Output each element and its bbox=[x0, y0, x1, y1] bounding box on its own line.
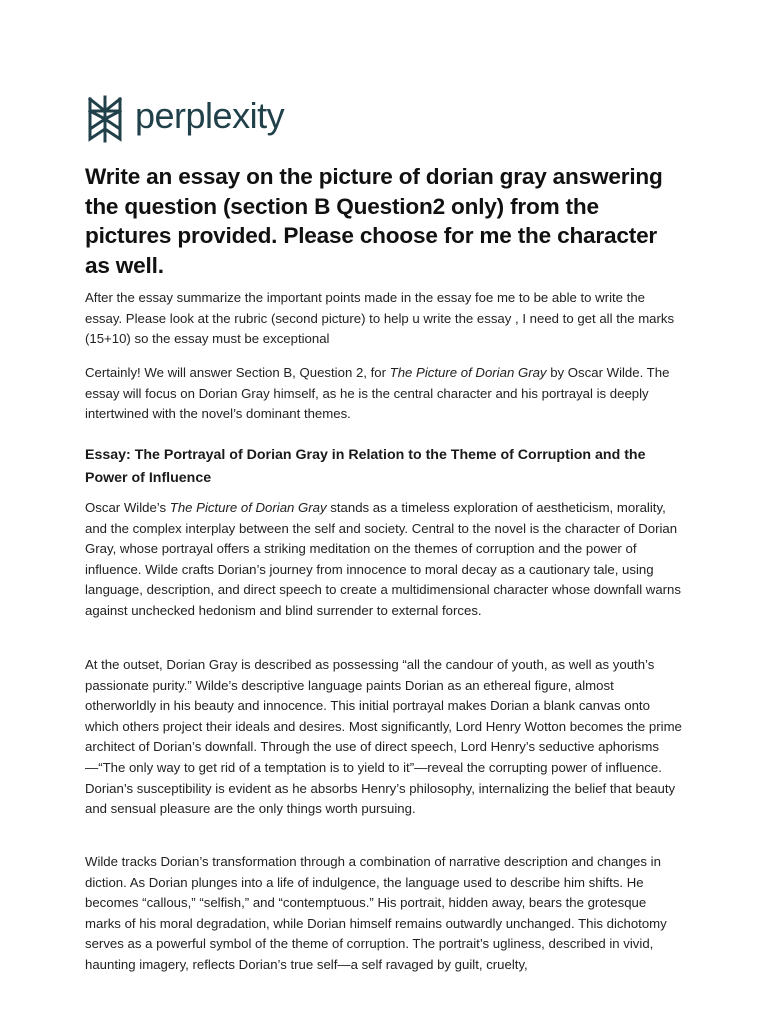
essay-paragraph-3: Wilde tracks Dorian’s transformation through a combination of narrative description and changes in diction. As Dorian plunges into a life of indulgence, the language used to describe him shifts. He becomes “callous,” “selfish,” and “contemptuous.” His portrait, hidden away, bears the grotesque marks of his moral degradation, while Dorian himself remains outwardly unchanged. This dichotomy serves as a powerful symbol of the theme of corruption. The portrait’s ugliness, described in vivid, haunting imagery, reflects Dorian’s true self—a self ravaged by guilt, cruelty, bbox=[85, 854, 667, 972]
brand-name: perplexity bbox=[135, 95, 285, 136]
brand-logo bbox=[85, 93, 284, 145]
essay-heading: Essay: The Portrayal of Dorian Gray in Relation to the Theme of Corruption and the Power of Influence bbox=[85, 447, 646, 486]
essay-paragraph-2: At the outset, Dorian Gray is described as possessing “all the candour of youth, as well as youth’s passionate purity.” Wilde’s descriptive language paints Dorian as an ethereal figure, almost otherworldly in his beauty and innocence. This initial portrayal makes Dorian a blank canvas onto which others project their ideals and desires. Most significantly, Lord Henry Wotton becomes the prime architect of Dorian’s downfall. Through the use of direct speech, Lord Henry’s seductive aphorisms—“The only way to get rid of a temptation is to yield to it”—reveal the corrupting power of influence. Dorian’s susceptibility is evident as he absorbs Henry’s philosophy, internalizing the belief that beauty and sensual pleasure are the only things worth pursuing. bbox=[85, 657, 682, 817]
user-note: After the essay summarize the important points made in the essay foe me to be able to write the essay. Please look at the rubric (second picture) to help u write the essay , I need to get all the marks (15+10) so the essay must be exceptional bbox=[85, 290, 675, 347]
question-title: Write an essay on the picture of dorian gray answering the question (section B Question2 only) from the pictures provided. Please choose for me the character as well. bbox=[85, 164, 663, 278]
essay-paragraph-1: Oscar Wilde’s The Picture of Dorian Gray stands as a timeless exploration of aestheticism, morality, and the complex interplay between the self and society. Central to the novel is the character of Dorian Gray, whose portrayal offers a striking meditation on the themes of corruption and the power of influence. Wilde crafts Dorian’s journey from innocence to moral decay as a cautionary tale, using language, description, and direct speech to create a multidimensional character whose downfall warns against unchecked hedonism and blind surrender to external forces. bbox=[85, 500, 681, 618]
perplexity-logo-icon bbox=[85, 94, 125, 144]
answer-intro: Certainly! We will answer Section B, Question 2, for The Picture of Dorian Gray by Oscar Wilde. The essay will focus on Dorian Gray himself, as he is the central character and his portrayal is deeply intertwined with the novel’s dominant themes. bbox=[85, 365, 670, 422]
